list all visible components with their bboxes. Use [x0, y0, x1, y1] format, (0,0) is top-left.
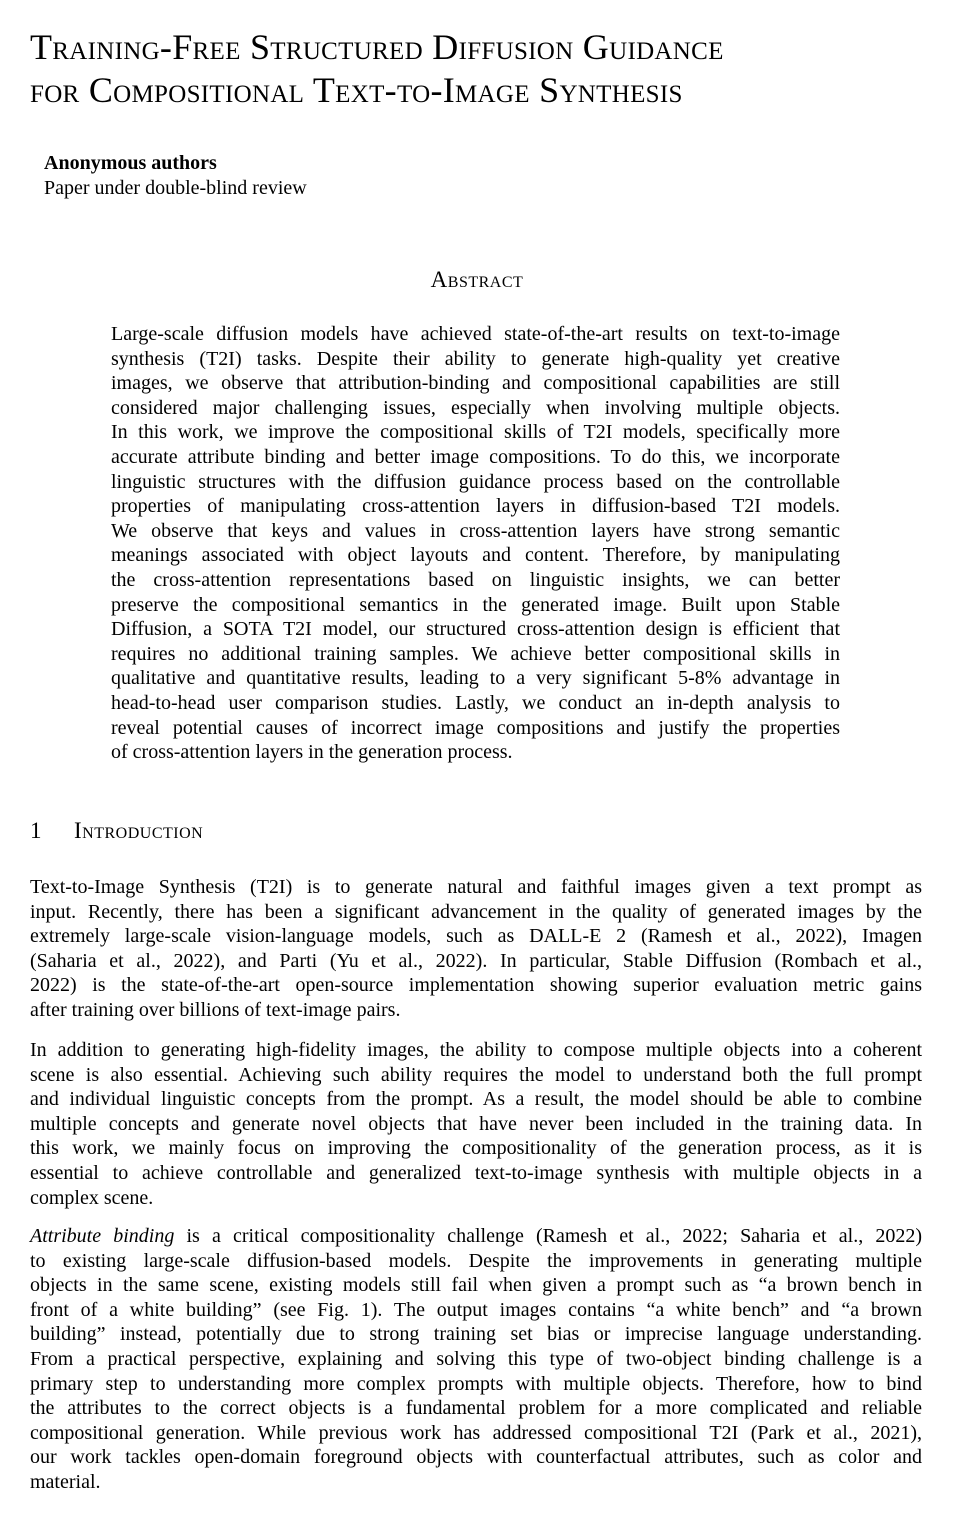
paragraph-line: material. — [30, 1470, 101, 1493]
paragraph-line: qualitative and quantitative results, leading to a very significant 5-8% advantage in — [111, 667, 840, 690]
paragraph-line: complex scene. — [30, 1186, 154, 1209]
title-line-2: for Compositional Text-to-Image Synthesis — [30, 70, 683, 110]
paragraph-line: accurate attribute binding and better image compositions. To do this, we incorporate — [111, 445, 840, 468]
abstract-body — [111, 322, 840, 765]
section-number: 1 — [30, 818, 42, 843]
paragraph-line: scene is also essential. Achieving such ability requires the model to understand both the full prompt — [30, 1063, 922, 1086]
paragraph-line: meanings associated with object layouts and content. Therefore, by manipulating — [111, 544, 840, 567]
author-affiliation: Paper under double-blind review — [44, 177, 307, 199]
paragraph-line: front of a white building” (see Fig. 1). The output images contains “a white bench” and “a brown — [30, 1298, 922, 1321]
paper-title — [30, 26, 930, 112]
paragraph-line: considered major challenging issues, especially when involving multiple objects. — [111, 396, 840, 419]
paragraph-line-text: is a critical compositionality challenge (Ramesh et al., 2022; Saharia et al., 2022) — [174, 1225, 922, 1247]
paragraph-line: and individual linguistic concepts from the prompt. As a result, the model should be able to combine — [30, 1088, 922, 1111]
paragraph-line: In this work, we improve the compositional skills of T2I models, specifically more — [111, 421, 840, 444]
intro-paragraph-2 — [30, 1038, 922, 1210]
paragraph-line: reveal potential causes of incorrect image compositions and justify the properties — [111, 716, 840, 739]
paragraph-line: preserve the compositional semantics in the generated image. Built upon Stable — [111, 593, 840, 616]
emphasis-term: Attribute binding — [30, 1225, 175, 1247]
paragraph-line: of cross-attention layers in the generation process. — [111, 741, 513, 764]
paragraph-line: essential to achieve controllable and generalized text-to-image synthesis with multiple objects in a — [30, 1161, 922, 1184]
paragraph-line — [30, 1224, 922, 1249]
paragraph-line: requires no additional training samples. We achieve better compositional skills in — [111, 642, 840, 665]
paragraph-line: this work, we mainly focus on improving the compositionality of the generation process, as it is — [30, 1137, 922, 1160]
paragraph-line: building” instead, potentially due to strong training set bias or imprecise language understanding. — [30, 1323, 922, 1346]
paragraph-line: objects in the same scene, existing models still fail when given a prompt such as “a brown bench in — [30, 1274, 922, 1297]
paragraph-line: our work tackles open-domain foreground objects with counterfactual attributes, such as color and — [30, 1446, 922, 1469]
abstract-heading: Abstract — [430, 267, 524, 292]
paragraph-line: input. Recently, there has been a significant advancement in the quality of generated images by the — [30, 900, 922, 923]
author-name: Anonymous authors — [44, 152, 217, 174]
paragraph-line: (Saharia et al., 2022), and Parti (Yu et al., 2022). In particular, Stable Diffusion (Rombach et al., — [30, 949, 922, 972]
author-block — [44, 151, 307, 201]
intro-paragraph-1 — [30, 875, 922, 1023]
paragraph-line: Diffusion, a SOTA T2I model, our structured cross-attention design is efficient that — [111, 618, 840, 641]
section-heading — [30, 818, 203, 844]
paragraph-line: synthesis (T2I) tasks. Despite their ability to generate high-quality yet creative — [111, 347, 840, 370]
paragraph-line: In addition to generating high-fidelity images, the ability to compose multiple objects into a coherent — [30, 1039, 922, 1061]
paragraph-line: after training over billions of text-image pairs. — [30, 998, 401, 1021]
paragraph-line: Text-to-Image Synthesis (T2I) is to generate natural and faithful images given a text prompt as — [30, 876, 922, 898]
paragraph-line: to existing large-scale diffusion-based models. Despite the improvements in generating multiple — [30, 1249, 922, 1272]
paragraph-line: From a practical perspective, explaining and solving this type of two-object binding challenge is a — [30, 1347, 922, 1370]
paragraph-line: images, we observe that attribution-binding and compositional capabilities are still — [111, 372, 840, 395]
intro-paragraph-3 — [30, 1224, 922, 1495]
section-title: Introduction — [74, 818, 204, 843]
paragraph-line: head-to-head user comparison studies. Lastly, we conduct an in-depth analysis to — [111, 691, 840, 714]
paragraph-line: the attributes to the correct objects is a fundamental problem for a more complicated and reliable — [30, 1397, 922, 1420]
paragraph-line: extremely large-scale vision-language models, such as DALL-E 2 (Ramesh et al., 2022), Imagen — [30, 925, 922, 948]
paragraph-line: We observe that keys and values in cross-attention layers have strong semantic — [111, 519, 840, 542]
paragraph-line: multiple concepts and generate novel objects that have never been included in the training data. In — [30, 1112, 922, 1135]
paragraph-line: linguistic structures with the diffusion guidance process based on the controllable — [111, 470, 840, 493]
paragraph-line: properties of manipulating cross-attention layers in diffusion-based T2I models. — [111, 495, 840, 518]
paragraph-line: Large-scale diffusion models have achieved state-of-the-art results on text-to-image — [111, 323, 840, 345]
paragraph-line: the cross-attention representations based on linguistic insights, we can better — [111, 568, 840, 591]
paragraph-line: 2022) is the state-of-the-art open-source implementation showing superior evaluation metric gains — [30, 974, 922, 997]
title-line-1: Training-Free Structured Diffusion Guidance — [30, 27, 724, 67]
paragraph-line: primary step to understanding more complex prompts with multiple objects. Therefore, how to bind — [30, 1372, 922, 1395]
paragraph-line: compositional generation. While previous work has addressed compositional T2I (Park et al., 2021), — [30, 1421, 922, 1444]
